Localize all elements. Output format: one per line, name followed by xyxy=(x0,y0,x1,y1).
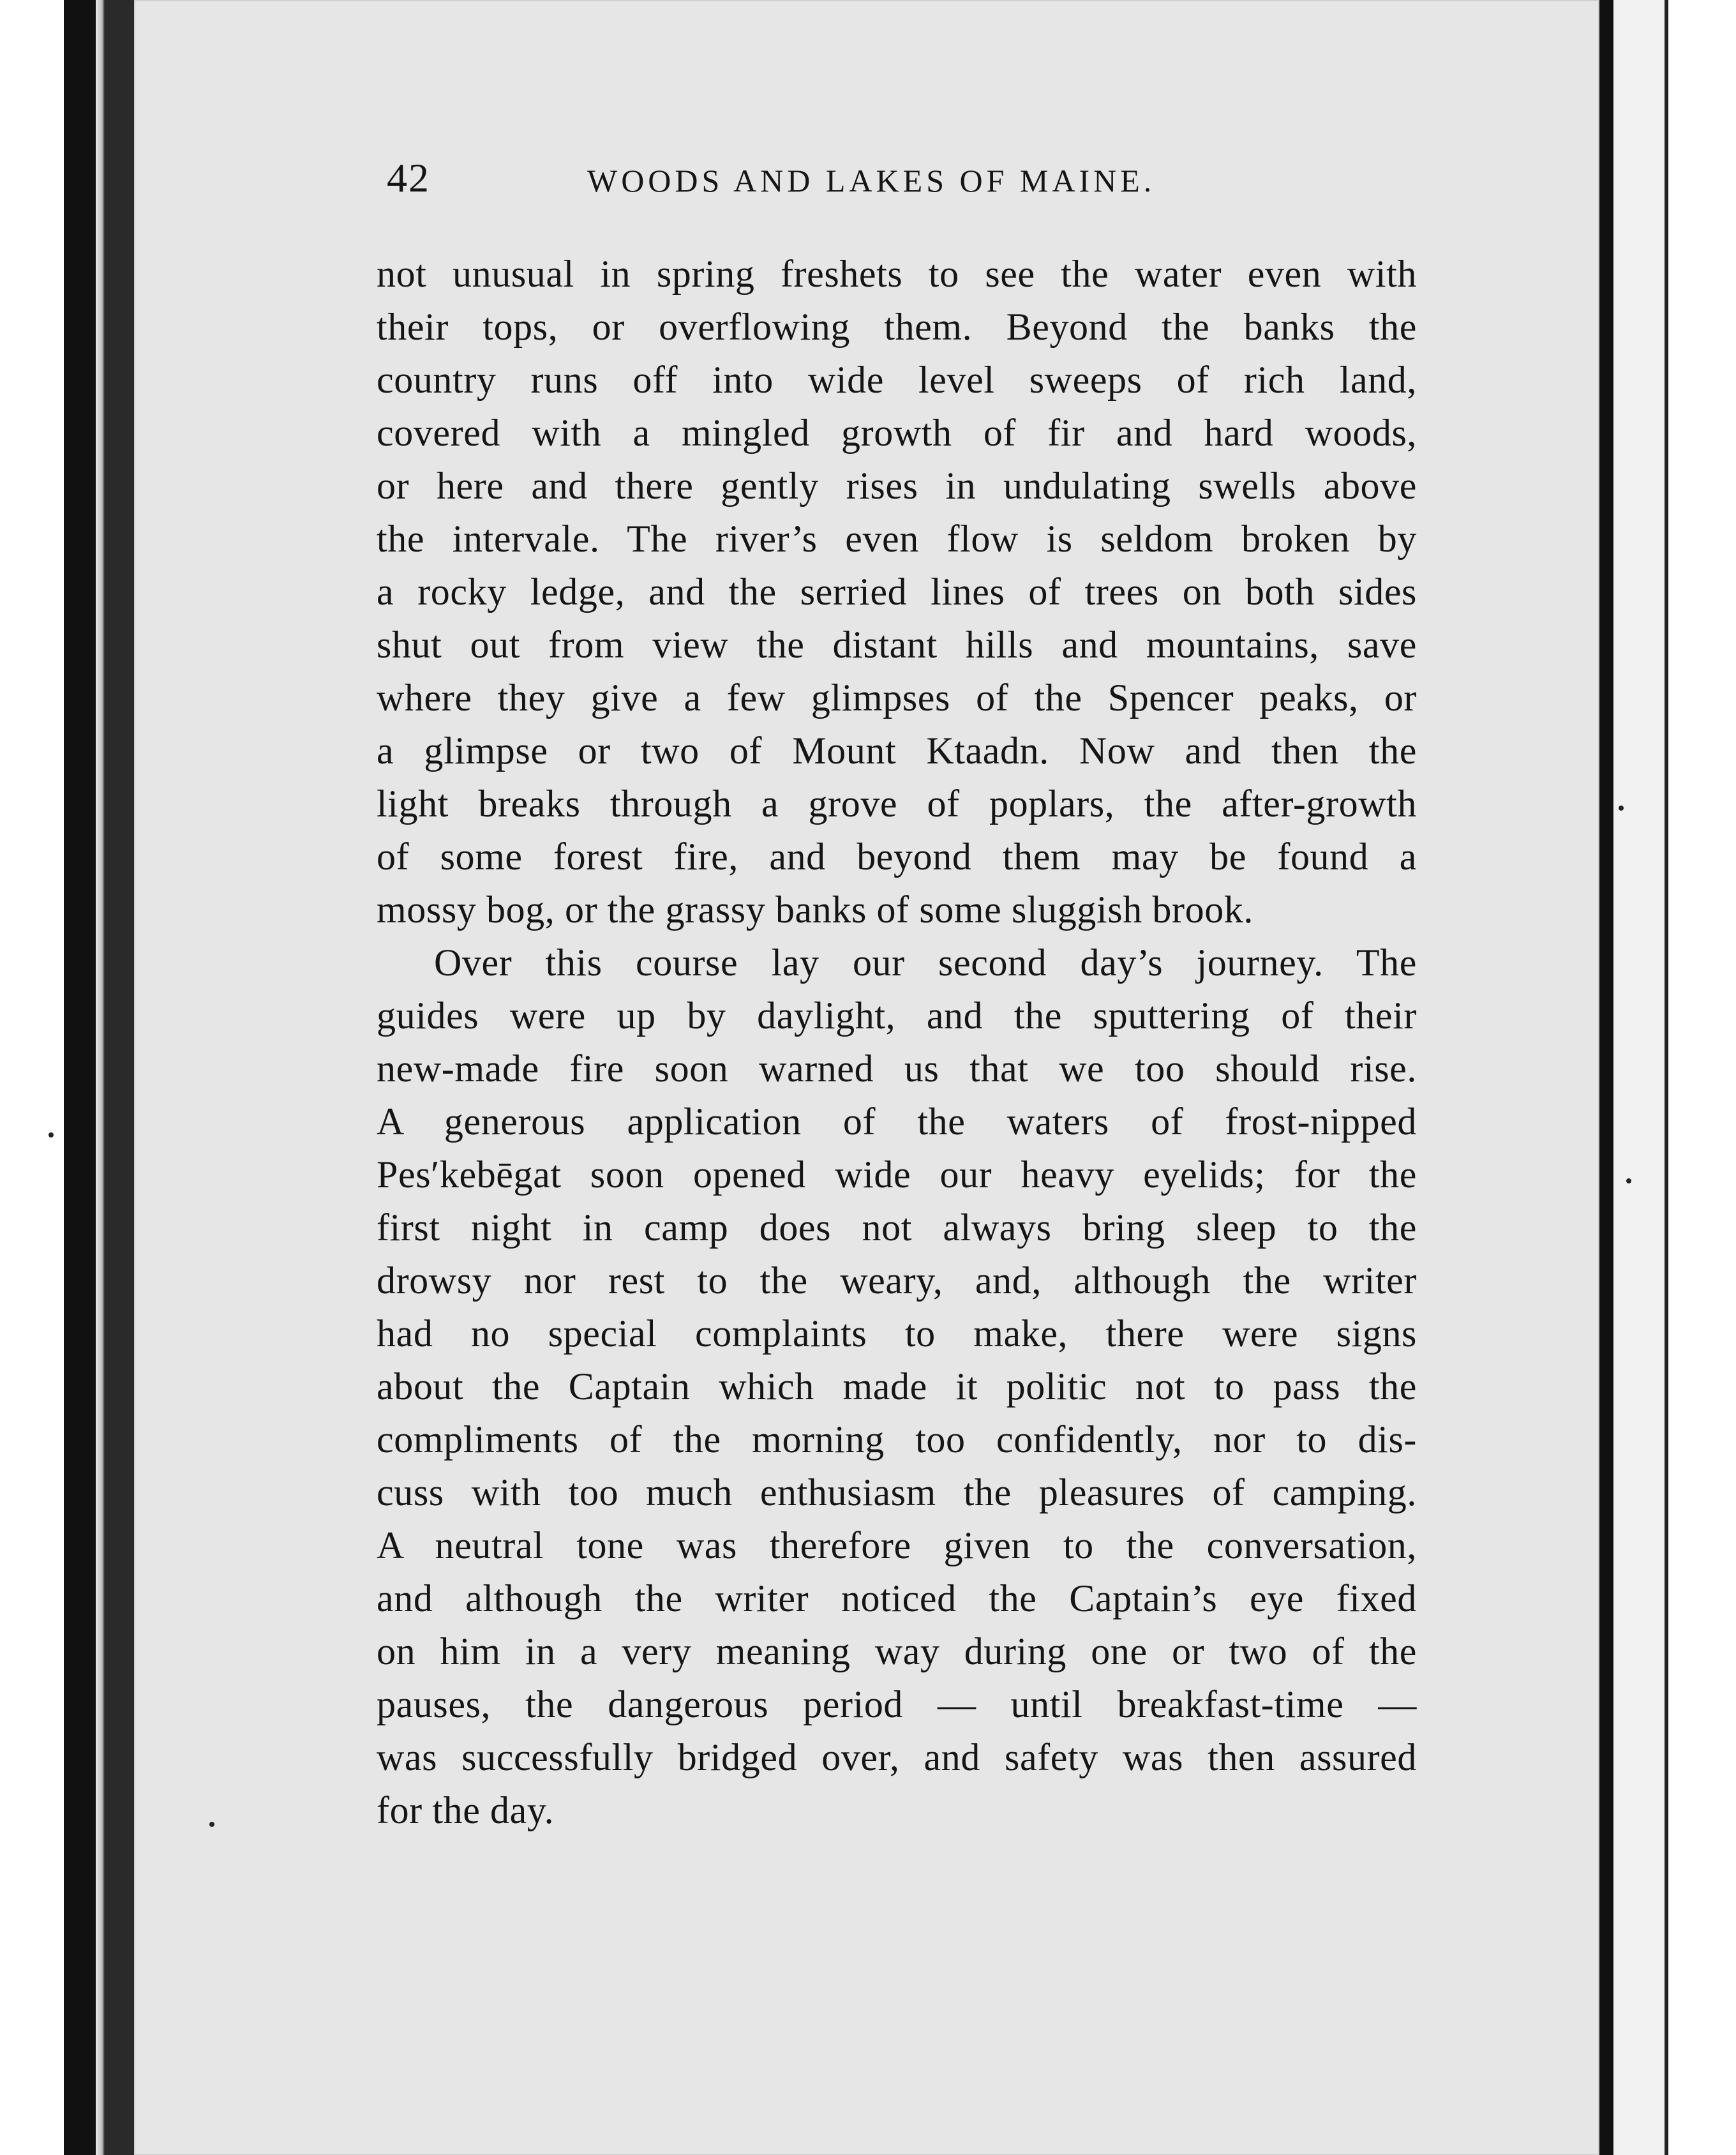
text-line: shut out from view the distant hills and mountains, save xyxy=(377,624,1417,666)
text-line: A neutral tone was therefore given to the conversation, xyxy=(377,1524,1417,1566)
text-line: not unusual in spring freshets to see the water even with xyxy=(377,253,1417,295)
text-line: country runs off into wide level sweeps of rich land, xyxy=(377,359,1417,401)
next-page-edge xyxy=(1613,0,1668,2155)
text-line: A generous application of the waters of frost-nipped xyxy=(377,1100,1417,1143)
scan-speck xyxy=(1619,806,1624,811)
scan-speck xyxy=(1626,1178,1631,1183)
scan-speck xyxy=(209,1822,214,1827)
text-line: mossy bog, or the grassy banks of some sluggish brook. xyxy=(377,889,1253,931)
running-title: WOODS AND LAKES OF MAINE. xyxy=(587,163,1156,199)
text-line: the intervale. The river’s even flow is seldom broken by xyxy=(377,518,1417,560)
text-line: cuss with too much enthusiasm the pleasures of camping. xyxy=(377,1471,1417,1513)
text-line: Pes′kebēgat soon opened wide our heavy eyelids; for the xyxy=(377,1153,1417,1196)
text-line: covered with a mingled growth of fir and hard woods, xyxy=(377,412,1417,454)
text-line: was successfully bridged over, and safety was then assured xyxy=(377,1736,1417,1778)
page-number: 42 xyxy=(387,155,430,200)
text-line: drowsy nor rest to the weary, and, although the writer xyxy=(377,1259,1417,1302)
page-edge-shadow xyxy=(1599,0,1613,2155)
text-line: on him in a very meaning way during one or two of the xyxy=(377,1630,1417,1672)
paragraph xyxy=(377,248,1417,936)
text-line: about the Captain which made it politic not to pass the xyxy=(377,1365,1417,1408)
text-line: pauses, the dangerous period — until breakfast-time — xyxy=(377,1683,1417,1725)
text-line: and although the writer noticed the Captain’s eye fixed xyxy=(377,1577,1417,1619)
text-line: new-made fire soon warned us that we too should rise. xyxy=(377,1047,1417,1090)
text-line: had no special complaints to make, there were signs xyxy=(377,1312,1417,1355)
text-line: or here and there gently rises in undulating swells above xyxy=(377,465,1417,507)
text-line: compliments of the morning too confidently, nor to dis- xyxy=(377,1418,1417,1460)
text-line: Over this course lay our second day’s journey. The xyxy=(434,942,1417,984)
text-line: where they give a few glimpses of the Spencer peaks, or xyxy=(377,677,1417,719)
text-line: a rocky ledge, and the serried lines of trees on both sides xyxy=(377,571,1417,613)
text-line: first night in camp does not always bring sleep to the xyxy=(377,1206,1417,1249)
binding-edge xyxy=(38,0,134,2155)
text-line: of some forest fire, and beyond them may be found a xyxy=(377,836,1417,878)
body-text xyxy=(377,248,1417,1837)
running-head xyxy=(377,147,1417,217)
text-line: light breaks through a grove of poplars, the after-growth xyxy=(377,783,1417,825)
text-line: for the day. xyxy=(377,1789,555,1831)
scan-speck xyxy=(49,1132,54,1138)
paragraph xyxy=(377,936,1417,1837)
text-line: guides were up by daylight, and the sputtering of their xyxy=(377,995,1417,1037)
text-line: a glimpse or two of Mount Ktaadn. Now and then the xyxy=(377,730,1417,772)
text-line: their tops, or overflowing them. Beyond the banks the xyxy=(377,306,1417,348)
